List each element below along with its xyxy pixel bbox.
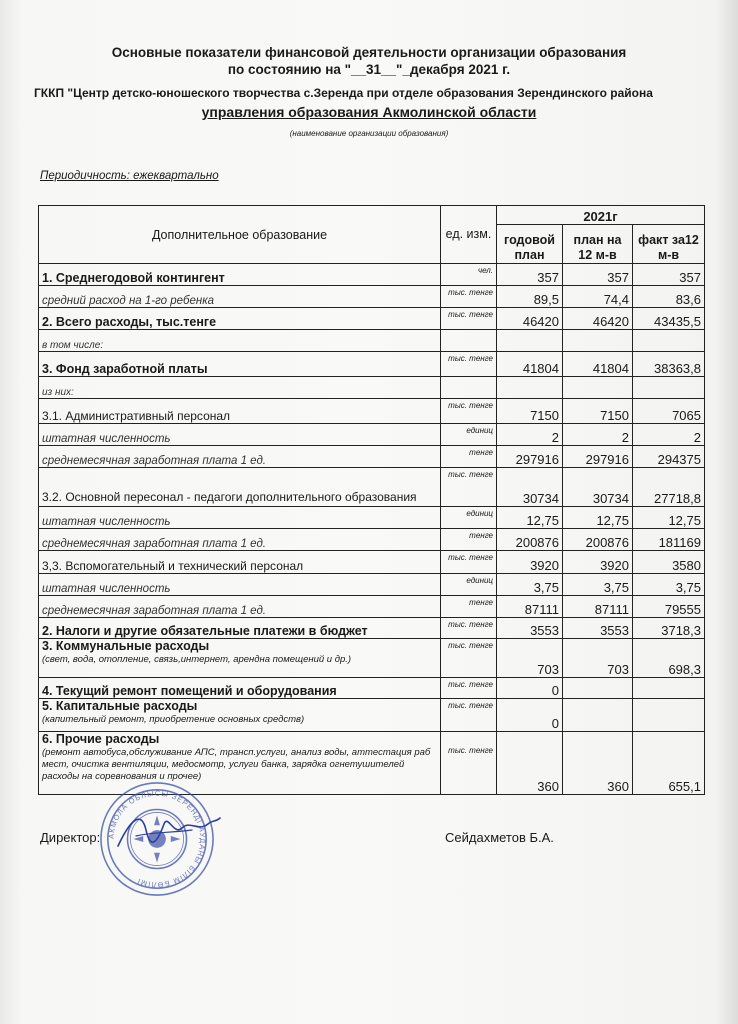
- row-fact: [633, 330, 705, 352]
- row-label-note: (ремонт автобуса,обслуживание АПС, трансп.услуги, анализ воды, аттестация раб мест, очистка вентиляции, медосмотр, услуги банка, зарядка огнетушителей расходы на соревнования и прочее): [42, 747, 431, 782]
- seal-text: АКМОЛА ОБЛЫСЫ ЗЕРЕНДІ АУДАНЫ БІЛІМ БӨЛІМІ: [106, 788, 208, 890]
- row-label: 2. Всего расходы, тыс.тенге: [39, 308, 441, 330]
- row-unit: единиц: [441, 424, 497, 446]
- row-plan: 360: [497, 732, 563, 795]
- row-fact: [633, 678, 705, 699]
- row-unit: тыс. тенге: [441, 468, 497, 507]
- row-label: 3.1. Административный персонал: [39, 399, 441, 424]
- table-row: [39, 468, 705, 507]
- row-label: штатная численность: [39, 574, 441, 596]
- row-plan: 12,75: [497, 507, 563, 529]
- table-row: [39, 596, 705, 618]
- row-plan: 357: [497, 264, 563, 286]
- row-fact: 655,1: [633, 732, 705, 795]
- director-label: Директор:: [40, 830, 101, 845]
- row-fact: 698,3: [633, 639, 705, 678]
- header-category: Дополнительное образование: [39, 206, 441, 264]
- row-unit: [441, 377, 497, 399]
- row-plan: 7150: [497, 399, 563, 424]
- row-plan: 3,75: [497, 574, 563, 596]
- row-plan12: 200876: [563, 529, 633, 551]
- row-fact: 181169: [633, 529, 705, 551]
- row-unit: единиц: [441, 507, 497, 529]
- row-fact: 294375: [633, 446, 705, 468]
- row-label: [39, 639, 441, 678]
- row-plan12: 2: [563, 424, 633, 446]
- row-fact: 3,75: [633, 574, 705, 596]
- header-annual-plan: годовой план: [497, 225, 563, 264]
- header-unit: ед. изм.: [441, 206, 497, 264]
- table-row: [39, 574, 705, 596]
- row-plan12: [563, 678, 633, 699]
- header-plan-12-months: план на 12 м-в: [563, 225, 633, 264]
- row-plan: 41804: [497, 352, 563, 377]
- periodicity-label: Периодичность: ежеквартально: [40, 170, 219, 182]
- row-label: штатная численность: [39, 424, 441, 446]
- row-label-title: 6. Прочие расходы: [42, 732, 160, 746]
- row-plan: 89,5: [497, 286, 563, 308]
- doc-title-line1: Основные показатели финансовой деятельности организации образования: [111, 45, 627, 60]
- row-label: среднемесячная заработная плата 1 ед.: [39, 446, 441, 468]
- row-plan: 703: [497, 639, 563, 678]
- row-plan: [497, 377, 563, 399]
- row-label: 3. Фонд заработной платы: [39, 352, 441, 377]
- row-plan12: 357: [563, 264, 633, 286]
- row-unit: чел.: [441, 264, 497, 286]
- row-label: [39, 699, 441, 732]
- row-plan12: 41804: [563, 352, 633, 377]
- row-fact: 357: [633, 264, 705, 286]
- row-unit: тыс. тенге: [441, 678, 497, 699]
- row-plan: 30734: [497, 468, 563, 507]
- row-label-title: 5. Капитальные расходы: [42, 699, 198, 713]
- row-plan12: 12,75: [563, 507, 633, 529]
- row-unit: тыс. тенге: [441, 308, 497, 330]
- table-row: [39, 551, 705, 574]
- doc-title-line2: по состоянию на "__31__"_декабря 2021 г.: [227, 62, 511, 77]
- table-row: [39, 507, 705, 529]
- row-unit: единиц: [441, 574, 497, 596]
- table-row: [39, 618, 705, 639]
- row-label: средний расход на 1-го ребенка: [39, 286, 441, 308]
- row-plan12: 360: [563, 732, 633, 795]
- row-unit: тенге: [441, 596, 497, 618]
- financial-indicators-table: [38, 205, 705, 795]
- row-label: 1. Среднегодовой контингент: [39, 264, 441, 286]
- table-row: [39, 639, 705, 678]
- row-plan12: 74,4: [563, 286, 633, 308]
- row-plan: 87111: [497, 596, 563, 618]
- table-row: [39, 446, 705, 468]
- row-label: среднемесячная заработная плата 1 ед.: [39, 596, 441, 618]
- row-label: штатная численность: [39, 507, 441, 529]
- row-fact: 27718,8: [633, 468, 705, 507]
- table-row: [39, 424, 705, 446]
- row-unit: тенге: [441, 529, 497, 551]
- row-fact: 79555: [633, 596, 705, 618]
- row-fact: 2: [633, 424, 705, 446]
- org-name-line1: ГККП "Центр детско-юношеского творчества с.Зеренда при отделе образования Зерендинского района: [34, 86, 653, 100]
- table-row: [39, 264, 705, 286]
- row-fact: 43435,5: [633, 308, 705, 330]
- row-plan12: 87111: [563, 596, 633, 618]
- row-plan12: [563, 377, 633, 399]
- row-plan12: 3920: [563, 551, 633, 574]
- row-plan12: [563, 699, 633, 732]
- row-plan: 0: [497, 678, 563, 699]
- row-fact: 3580: [633, 551, 705, 574]
- row-plan12: [563, 330, 633, 352]
- table-row: [39, 352, 705, 377]
- row-unit: тыс. тенге: [441, 639, 497, 678]
- row-plan: 297916: [497, 446, 563, 468]
- table-row: [39, 678, 705, 699]
- row-label: среднемесячная заработная плата 1 ед.: [39, 529, 441, 551]
- row-plan: 2: [497, 424, 563, 446]
- row-plan12: 703: [563, 639, 633, 678]
- table-row: [39, 286, 705, 308]
- row-label: 3.2. Основной пересонал - педагоги дополнительного образования: [39, 468, 441, 507]
- table-row: [39, 529, 705, 551]
- row-fact: 7065: [633, 399, 705, 424]
- row-unit: тыс. тенге: [441, 732, 497, 795]
- director-signature: [112, 806, 222, 854]
- row-unit: тенге: [441, 446, 497, 468]
- table-row: [39, 330, 705, 352]
- row-plan: 46420: [497, 308, 563, 330]
- table-row: [39, 699, 705, 732]
- row-plan12: 3553: [563, 618, 633, 639]
- row-label: 3,3. Вспомогательный и технический персонал: [39, 551, 441, 574]
- row-unit: тыс. тенге: [441, 399, 497, 424]
- director-name: Сейдахметов Б.А.: [445, 830, 554, 845]
- row-plan12: 46420: [563, 308, 633, 330]
- table-row: [39, 308, 705, 330]
- row-label-note: (капительный ремонт, приобретение основных средств): [42, 714, 305, 725]
- row-plan: 200876: [497, 529, 563, 551]
- row-fact: 83,6: [633, 286, 705, 308]
- row-unit: [441, 330, 497, 352]
- row-label: из них:: [39, 377, 441, 399]
- org-name-caption: (наименование организации образования): [289, 129, 449, 138]
- row-fact: 12,75: [633, 507, 705, 529]
- row-unit: тыс. тенге: [441, 618, 497, 639]
- table-row: [39, 377, 705, 399]
- row-label: 2. Налоги и другие обязательные платежи в бюджет: [39, 618, 441, 639]
- row-plan12: 3,75: [563, 574, 633, 596]
- row-plan12: 30734: [563, 468, 633, 507]
- row-plan12: 297916: [563, 446, 633, 468]
- row-plan: [497, 330, 563, 352]
- table-row: [39, 399, 705, 424]
- row-unit: тыс. тенге: [441, 352, 497, 377]
- row-label-title: 3. Коммунальные расходы: [42, 639, 210, 653]
- row-unit: тыс. тенге: [441, 551, 497, 574]
- org-name-line2: управления образования Акмолинской области: [201, 104, 537, 120]
- header-year: 2021г: [497, 206, 705, 225]
- row-fact: 38363,8: [633, 352, 705, 377]
- row-fact: [633, 377, 705, 399]
- row-label: в том числе:: [39, 330, 441, 352]
- row-plan: 3553: [497, 618, 563, 639]
- row-label-note: (свет, вода, отопление, связь,интернет, арендна помещений и др.): [42, 654, 352, 665]
- row-unit: тыс. тенге: [441, 699, 497, 732]
- row-plan: 3920: [497, 551, 563, 574]
- row-plan12: 7150: [563, 399, 633, 424]
- header-fact-12-months: факт за12 м-в: [633, 225, 705, 264]
- row-fact: [633, 699, 705, 732]
- row-fact: 3718,3: [633, 618, 705, 639]
- row-plan: 0: [497, 699, 563, 732]
- row-unit: тыс. тенге: [441, 286, 497, 308]
- row-label: 4. Текущий ремонт помещений и оборудования: [39, 678, 441, 699]
